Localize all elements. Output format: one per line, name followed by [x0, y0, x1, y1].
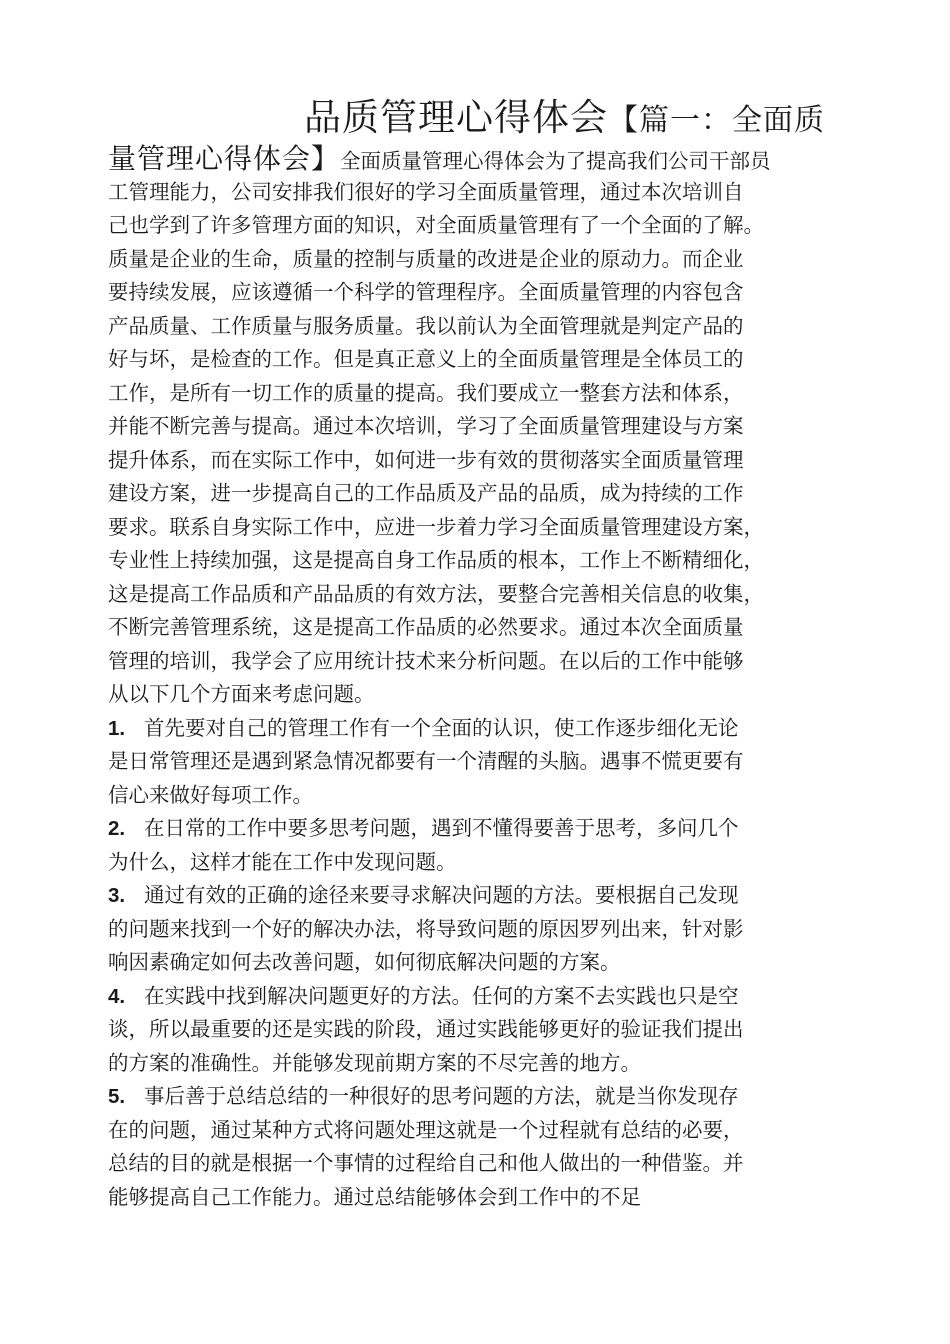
intro-line: 要持续发展，应该遵循一个科学的管理程序。全面质量管理的内容包含: [108, 280, 744, 304]
body-line: [108, 142, 850, 176]
item-line: 是日常管理还是遇到紧急情况都要有一个清醒的头脑。遇事不慌更要有: [108, 749, 744, 773]
intro-line: 工管理能力，公司安排我们很好的学习全面质量管理，通过本次培训自: [108, 179, 744, 204]
item-number: 1.: [108, 716, 126, 740]
item-line: 事后善于总结总结的一种很好的思考问题的方法，就是当你发现存: [144, 1084, 739, 1108]
item-line: 谈，所以最重要的还是实践的阶段，通过实践能够更好的验证我们提出: [108, 1017, 744, 1041]
item-line: 能够提高自己工作能力。通过总结能够体会到工作中的不足: [108, 1184, 641, 1209]
list-item-2: [108, 812, 850, 846]
intro-line: 全面质量管理心得体会为了提高我们公司干部员: [340, 149, 771, 173]
document-title: [108, 94, 850, 142]
intro-line: 提升体系，而在实际工作中，如何进一步有效的贯彻落实全面质量管理: [108, 447, 744, 472]
intro-line: 从以下几个方面来考虑问题。: [108, 682, 375, 706]
item-line: 在实践中找到解决问题更好的方法。任何的方案不去实践也只是空: [144, 983, 739, 1008]
list-item-5: [108, 1080, 850, 1114]
intro-line: 产品质量、工作质量与服务质量。我以前认为全面管理就是判定产品的: [108, 313, 744, 338]
intro-line: 这是提高工作品质和产品品质的有效方法，要整合完善相关信息的收集，: [108, 581, 764, 606]
intro-line: 己也学到了许多管理方面的知识，对全面质量管理有了一个全面的了解。: [108, 213, 764, 237]
intro-line: 专业性上持续加强，这是提高自身工作品质的根本，工作上不断精细化，: [108, 548, 764, 572]
intro-line: 要求。联系自身实际工作中，应进一步着力学习全面质量管理建设方案，: [108, 514, 764, 539]
intro-line: 并能不断完善与提高。通过本次培训，学习了全面质量管理建设与方案: [108, 414, 744, 438]
title-main: 品质管理心得体会: [304, 96, 608, 139]
item-line: 的方案的准确性。并能够发现前期方案的不尽完善的地方。: [108, 1050, 641, 1075]
list-item-3: [108, 879, 850, 913]
item-line: 响因素确定如何去改善问题，如何彻底解决问题的方案。: [108, 950, 621, 974]
item-line: 信心来做好每项工作。: [108, 782, 313, 807]
list-item-4: [108, 980, 850, 1014]
document-page: [108, 94, 850, 1214]
item-line: 总结的目的就是根据一个事情的过程给自己和他人做出的一种借鉴。并: [108, 1151, 744, 1175]
intro-line: 质量是企业的生命，质量的控制与质量的改进是企业的原动力。而企业: [108, 246, 744, 271]
list-item-1: [108, 712, 850, 746]
item-line: 首先要对自己的管理工作有一个全面的认识，使工作逐步细化无论: [144, 715, 739, 740]
item-line: 在的问题，通过某种方式将问题处理这就是一个过程就有总结的必要，: [108, 1117, 744, 1142]
item-number: 4.: [108, 984, 126, 1008]
title-sub-line1: 【篇一：全面质: [608, 103, 825, 138]
item-number: 3.: [108, 884, 126, 907]
item-line: 为什么，这样才能在工作中发现问题。: [108, 849, 457, 874]
item-line: 通过有效的正确的途径来要寻求解决问题的方法。要根据自己发现: [144, 883, 739, 907]
title-sub-line2: 量管理心得体会】: [108, 142, 341, 175]
intro-line: 建设方案，进一步提高自己的工作品质及产品的品质，成为持续的工作: [108, 481, 744, 505]
item-number: 2.: [108, 817, 126, 840]
item-number: 5.: [108, 1085, 126, 1108]
item-line: 的问题来找到一个好的解决办法，将导致问题的原因罗列出来，针对影: [108, 916, 744, 941]
intro-line: 工作，是所有一切工作的质量的提高。我们要成立一整套方法和体系，: [108, 380, 744, 405]
intro-line: 管理的培训，我学会了应用统计技术来分析问题。在以后的工作中能够: [108, 648, 744, 673]
intro-line: 好与坏，是检查的工作。但是真正意义上的全面质量管理是全体员工的: [108, 347, 744, 371]
item-line: 在日常的工作中要多思考问题，遇到不懂得要善于思考，多问几个: [144, 816, 739, 840]
intro-line: 不断完善管理系统，这是提高工作品质的必然要求。通过本次全面质量: [108, 615, 744, 639]
